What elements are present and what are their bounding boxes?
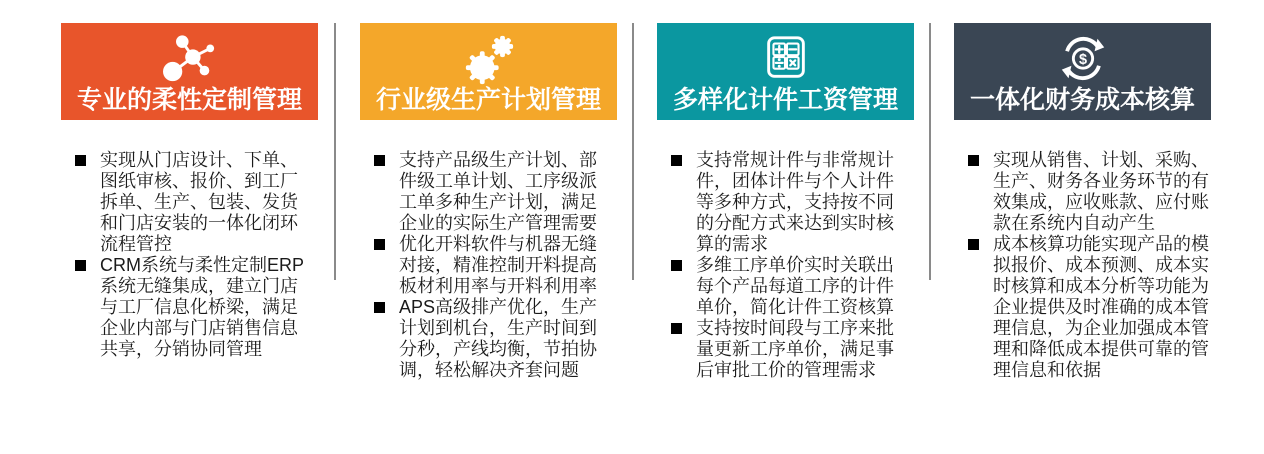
- column-header: [954, 23, 1211, 120]
- bullet-square-icon: [374, 239, 385, 250]
- bullet-square-icon: [968, 155, 979, 166]
- column-title: 一体化财务成本核算: [969, 86, 1195, 114]
- column-divider: [632, 23, 634, 280]
- bullet-text: 成本核算功能实现产品的模拟报价、成本预测、成本实时核算和成本分析等功能为企业提供及时准确的成本管理信息，为企业加强成本管理和降低成本提供可靠的管理信息和依据: [993, 234, 1209, 380]
- bullet-list: [671, 150, 914, 381]
- gears-icon: [459, 32, 519, 86]
- money-cycle-icon: [1053, 32, 1113, 86]
- column-header: [360, 23, 617, 120]
- list-item: [374, 150, 617, 234]
- list-item: [374, 234, 617, 297]
- bullet-text: 实现从销售、计划、采购、生产、财务各业务环节的有效集成，应收账款、应付账款在系统内自动产生: [993, 150, 1209, 233]
- column-divider: [929, 23, 931, 280]
- column-flexible-customization: [61, 23, 318, 381]
- bullet-square-icon: [671, 260, 682, 271]
- bullet-square-icon: [374, 302, 385, 313]
- bullet-text: 多维工序单价实时关联出每个产品每道工序的计件单价，简化计件工资核算: [696, 255, 894, 317]
- list-item: [374, 297, 617, 381]
- column-financial-costing: [954, 23, 1211, 381]
- calculator-icon: [756, 32, 816, 86]
- column-header: [61, 23, 318, 120]
- list-item: [75, 150, 318, 255]
- bullet-text: 支持按时间段与工序来批量更新工序单价，满足事后审批工价的管理需求: [696, 318, 894, 380]
- list-item: [671, 255, 914, 318]
- bullet-text: 支持常规计件与非常规计件，团体计件与个人计件等多种方式，支持按不同的分配方式来达到实时核算的需求: [696, 150, 894, 254]
- bullet-text: 实现从门店设计、下单、图纸审核、报价、到工厂拆单、生产、包装、发货和门店安装的一体化闭环流程管控: [100, 150, 298, 254]
- bullet-text: 支持产品级生产计划、部件级工单计划、工序级派工单多种生产计划，满足企业的实际生产管理需要: [399, 150, 597, 233]
- column-title: 行业级生产计划管理: [375, 86, 601, 114]
- bullet-square-icon: [75, 155, 86, 166]
- bullet-square-icon: [671, 323, 682, 334]
- bullet-list: [374, 150, 617, 381]
- column-header: [657, 23, 914, 120]
- bullet-text: 优化开料软件与机器无缝对接，精准控制开料提高板材利用率与开料利用率: [399, 234, 597, 296]
- list-item: [75, 255, 318, 360]
- column-divider: [334, 23, 336, 280]
- bullet-square-icon: [75, 260, 86, 271]
- bullet-text: APS高级排产优化，生产计划到机台，生产时间到分秒，产线均衡，节拍协调，轻松解决齐套问题: [399, 297, 598, 380]
- list-item: [968, 150, 1211, 234]
- bullet-text: CRM系统与柔性定制ERP系统无缝集成，建立门店与工厂信息化桥梁，满足企业内部与门店销售信息共享，分销协同管理: [100, 255, 305, 359]
- list-item: [671, 318, 914, 381]
- feature-columns: [61, 23, 1211, 381]
- svg-text:$: $: [1078, 51, 1087, 68]
- bullet-list: [968, 150, 1211, 381]
- list-item: [968, 234, 1211, 381]
- bullet-square-icon: [671, 155, 682, 166]
- column-production-planning: [360, 23, 617, 381]
- column-piecework-wages: [657, 23, 914, 381]
- column-title: 专业的柔性定制管理: [76, 86, 302, 114]
- column-title: 多样化计件工资管理: [672, 86, 898, 114]
- bullet-list: [75, 150, 318, 360]
- bullet-square-icon: [968, 239, 979, 250]
- molecule-icon: [160, 32, 220, 86]
- list-item: [671, 150, 914, 255]
- bullet-square-icon: [374, 155, 385, 166]
